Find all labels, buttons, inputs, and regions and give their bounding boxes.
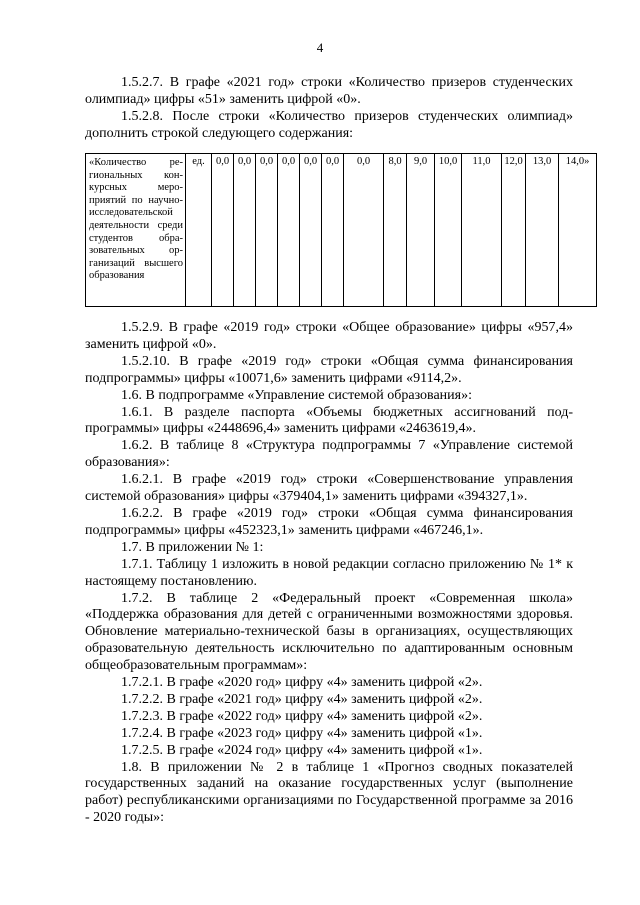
paragraph: 1.7.2.2. В графе «2021 год» цифру «4» заменить цифрой «2». (121, 691, 483, 707)
value-cell: 9,0 (407, 154, 435, 307)
value-cell: 0,0 (256, 154, 278, 307)
paragraph: 1.5.2.7. В графе «2021 год» строки «Количество призеров студенческих олимпиад» цифры «51» заменить цифрой «0». (85, 75, 573, 107)
paragraph: 1.5.2.10. В графе «2019 год» строки «Общая сумма финансирования подпрограммы» цифры «10071,6» заменить цифрами «9114,2». (85, 353, 573, 386)
paragraph: 1.6.1. В разделе паспорта «Объемы бюджетных ассигнований подпрограммы» цифры «2448696,4» заменить цифрами «2463619,4». (85, 404, 573, 437)
value-cell: 12,0 (502, 154, 526, 307)
value-cell: 0,0 (300, 154, 322, 307)
value-cell: 13,0 (526, 154, 559, 307)
value-cell: 0,0 (234, 154, 256, 307)
inserted-row-table (85, 153, 597, 307)
text-block-lower (85, 320, 573, 827)
value-cell: 14,0» (559, 154, 597, 307)
paragraph: 1.6.2. В таблице 8 «Структура подпрограммы 7 «Управление системой образования»: (85, 438, 573, 471)
table-row (86, 154, 597, 307)
paragraph: 1.7.1. Таблицу 1 изложить в новой редакции согласно приложению № 1* к настоящему постановлению. (85, 556, 573, 589)
paragraph: 1.7.2.1. В графе «2020 год» цифру «4» заменить цифрой «2». (121, 675, 483, 691)
value-cell: 0,0 (278, 154, 300, 307)
value-cell: 0,0 (344, 154, 384, 307)
value-cell: 8,0 (384, 154, 407, 307)
value-cell: 11,0 (462, 154, 502, 307)
row-label-cell: «Количество региональных конкурсных мероприятий по научно-исследовательской деятельности среди студентов образовательных организаций высшего образования (86, 154, 186, 307)
value-cell: 10,0 (435, 154, 462, 307)
unit-cell: ед. (186, 154, 212, 307)
paragraph: 1.7.2.4. В графе «2023 год» цифру «4» заменить цифрой «1». (121, 725, 483, 741)
paragraph: 1.5.2.8. После строки «Количество призеров студенческих олимпиад» дополнить строкой следующего содержания: (85, 108, 573, 141)
paragraph: 1.8. В приложении № 2 в таблице 1 «Прогноз сводных показателей государственных заданий на оказание государственных услуг (выполнение работ) республиканскими организациями по Государственной программе за 2016 - 2020 годы»: (85, 759, 573, 826)
paragraph: 1.7. В приложении № 1: (121, 539, 264, 555)
page-number: 4 (316, 40, 324, 55)
paragraph: 1.6.2.1. В графе «2019 год» строки «Совершенствование управления системой образования» цифры «379404,1» заменить цифрами «394327,1». (85, 472, 573, 505)
value-cell: 0,0 (322, 154, 344, 307)
paragraph: 1.6. В подпрограмме «Управление системой образования»: (121, 387, 472, 403)
paragraph: 1.7.2. В таблице 2 «Федеральный проект «Современная школа» «Поддержка образования для детей с ограниченными возможностями здоровья. Обновление материально-технической базы в организациях, осуществляющих образовательную деятельность исключительно по адаптированным основным общеобразовательным программам»: (85, 590, 573, 674)
value-cell: 0,0 (212, 154, 234, 307)
paragraph: 1.5.2.9. В графе «2019 год» строки «Общее образование» цифры «957,4» заменить цифрой «0». (85, 320, 573, 352)
paragraph: 1.7.2.3. В графе «2022 год» цифру «4» заменить цифрой «2». (121, 708, 483, 724)
paragraph: 1.7.2.5. В графе «2024 год» цифру «4» заменить цифрой «1». (121, 742, 483, 758)
paragraph: 1.6.2.2. В графе «2019 год» строки «Общая сумма финансирования подпрограммы» цифры «452323,1» заменить цифрами «467246,1». (85, 505, 573, 538)
text-block-upper (85, 75, 573, 143)
